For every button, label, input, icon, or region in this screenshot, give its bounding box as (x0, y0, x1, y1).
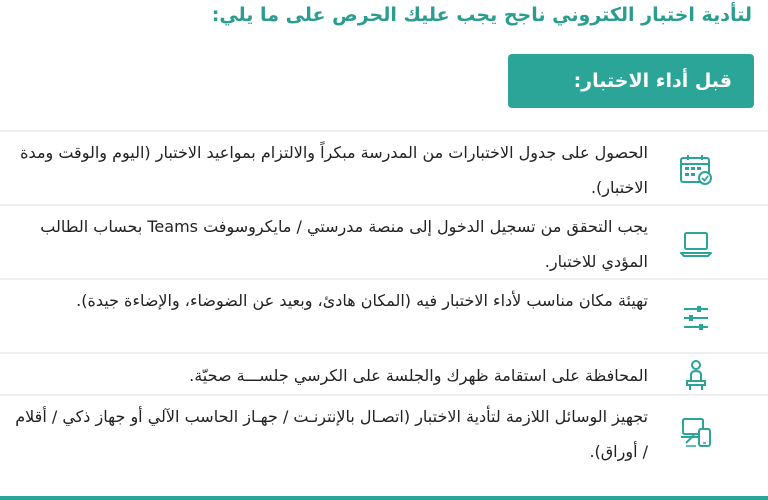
list-item (0, 394, 768, 470)
devices-icon (672, 412, 720, 452)
list-item (0, 204, 768, 280)
sliders-icon (672, 298, 720, 338)
list-item-text: تهيئة مكان مناسب لأداء الاختبار فيه (المكان هادئ، وبعيد عن الضوضاء، والإضاءة جيدة). (76, 291, 648, 310)
list-item-text: الحصول على جدول الاختبارات من المدرسة مبكراً والالتزام بمواعيد الاختبار (اليوم والوقت ومدة الاختبار). (20, 143, 648, 197)
section-banner (508, 54, 754, 108)
list-item-text: المحافظة على استقامة ظهرك والجلسة على الكرسي جلســـة صحيّة. (189, 366, 648, 385)
list-item-text: تجهيز الوسائل اللازمة لتأدية الاختبار (اتصـال بالإنترنـت / جهـاز الحاسب الآلي أو جهاز ذكي / أقلام / أوراق). (15, 407, 648, 461)
list-item (0, 278, 768, 354)
student-posture-icon (672, 356, 720, 396)
page-heading: لتأدية اختبار الكتروني ناجح يجب عليك الحرص على ما يلي: (211, 4, 752, 26)
list-item (0, 352, 768, 396)
list-item (0, 130, 768, 206)
section-title: قبل أداء الاختبار: (573, 70, 732, 92)
calendar-icon (672, 150, 720, 190)
bottom-divider (0, 496, 768, 500)
list-item-text: يجب التحقق من تسجيل الدخول إلى منصة مدرستي / مايكروسوفت Teams بحساب الطالب المؤدي للاختبار. (40, 217, 648, 271)
laptop-icon (672, 224, 720, 264)
